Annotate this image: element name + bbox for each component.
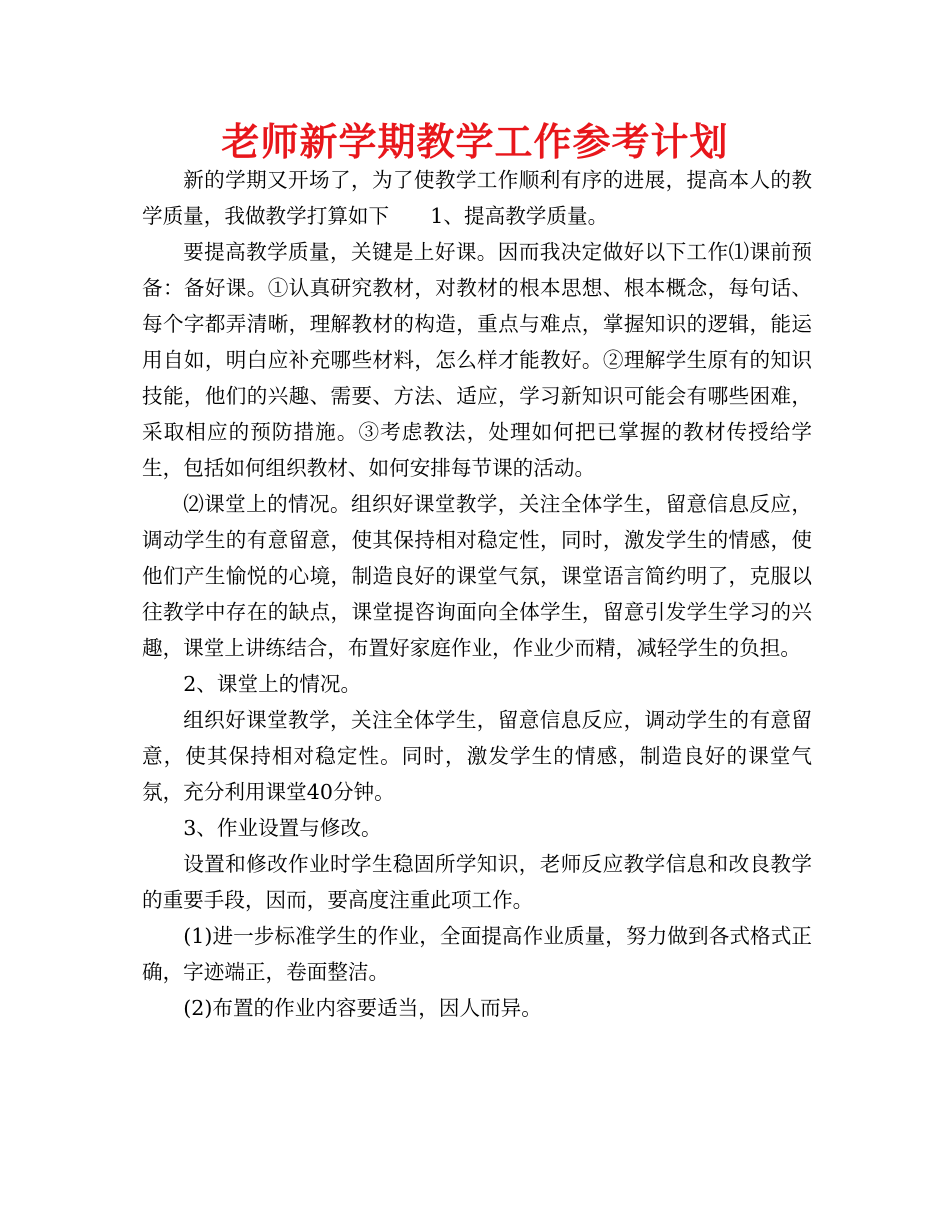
- paragraph-homework-importance: 设置和修改作业时学生稳固所学知识，老师反应教学信息和改良教学的重要手段，因而，要高度注重此项工作。: [142, 852, 812, 912]
- heading-homework: 3、作业设置与修改。: [183, 816, 382, 840]
- heading-classroom: 2、课堂上的情况。: [183, 672, 362, 696]
- paragraph-homework-content: (2)布置的作业内容要适当，因人而异。: [183, 996, 542, 1020]
- document-body: [142, 162, 812, 1026]
- document-title: 老师新学期教学工作参考计划: [221, 120, 729, 164]
- paragraph-intro: 新的学期又开场了，为了使教学工作顺利有序的进展，提高本人的教学质量，我做教学打算如下 1、提高教学质量。: [142, 168, 812, 228]
- paragraph-classroom-situation: ⑵课堂上的情况。组织好课堂教学，关注全体学生，留意信息反应，调动学生的有意留意，使其保持相对稳定性，同时，激发学生的情感，使他们产生愉悦的心境，制造良好的课堂气氛，课堂语言简约明了，克服以往教学中存在的缺点，课堂提咨询面向全体学生，留意引发学生学习的兴趣，课堂上讲练结合，布置好家庭作业，作业少而精，减轻学生的负担。: [142, 492, 812, 660]
- paragraph-classroom-teaching: 组织好课堂教学，关注全体学生，留意信息反应，调动学生的有意留意，使其保持相对稳定性。同时，激发学生的情感，制造良好的课堂气氛，充分利用课堂40分钟。: [142, 708, 812, 804]
- paragraph-homework-standard: (1)进一步标准学生的作业，全面提高作业质量，努力做到各式格式正确，字迹端正，卷面整洁。: [142, 924, 812, 984]
- paragraph-lesson-preparation: 要提高教学质量，关键是上好课。因而我决定做好以下工作⑴课前预备：备好课。①认真研究教材，对教材的根本思想、根本概念，每句话、每个字都弄清晰，理解教材的构造，重点与难点，掌握知识的逻辑，能运用自如，明白应补充哪些材料，怎么样才能教好。②理解学生原有的知识技能，他们的兴趣、需要、方法、适应，学习新知识可能会有哪些困难，采取相应的预防措施。③考虑教法，处理如何把已掌握的教材传授给学生，包括如何组织教材、如何安排每节课的活动。: [142, 240, 812, 480]
